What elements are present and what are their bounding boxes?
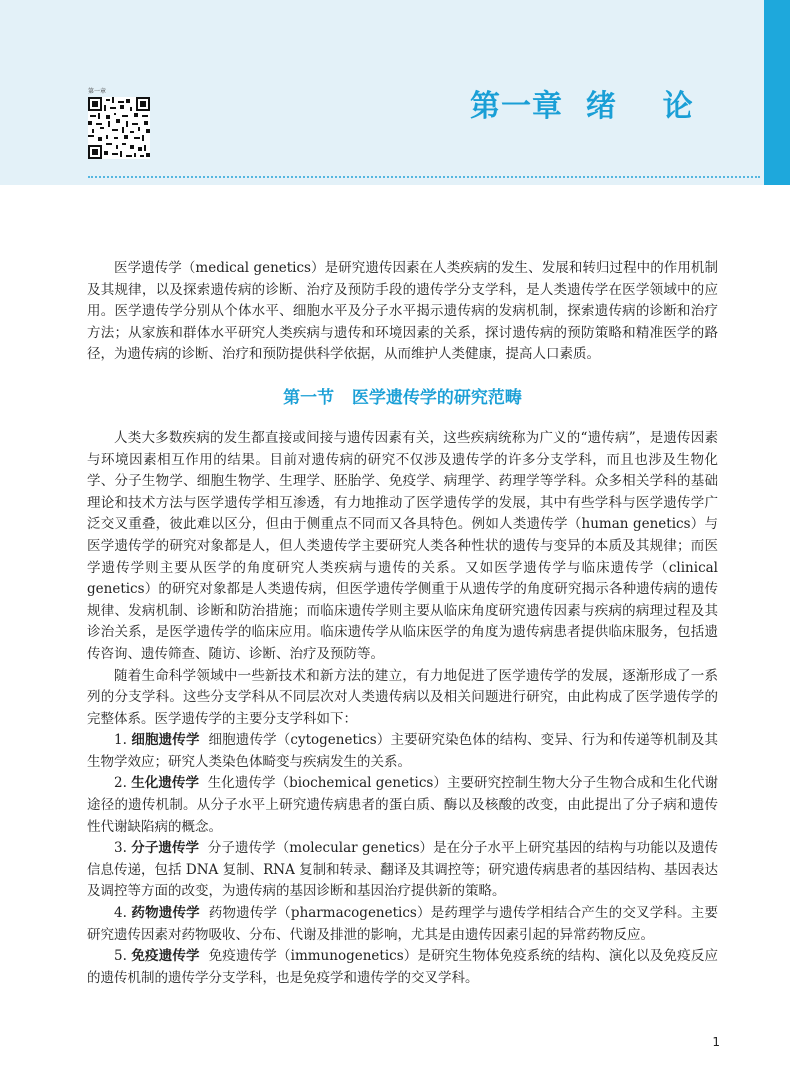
list-item-immunogenetics <box>87 946 718 989</box>
section-title: 第一节 医学遗传学的研究范畴 <box>283 387 522 408</box>
list-item-cytogenetics <box>87 730 718 773</box>
item-term: 生化遗传学 <box>131 775 200 792</box>
item-term: 分子遗传学 <box>131 840 200 857</box>
page-number: 1 <box>712 1035 720 1049</box>
item-number: 5. <box>114 948 127 965</box>
subdisciplines-intro-paragraph: 随着生命科学领域中一些新技术和新方法的建立，有力地促进了医学遗传学的发展，逐渐形成了一系列的分支学科。这些分支学科从不同层次对人类遗传病以及相关问题进行研究，由此构成了医学遗传学的完整体系。医学遗传学的主要分支学科如下： <box>87 667 718 727</box>
intro-paragraph: 医学遗传学（medical genetics）是研究遗传因素在人类疾病的发生、发展和转归过程中的作用机制及其规律，以及探索遗传病的诊断、治疗及预防手段的遗传学分支学科，是人类遗传学在医学领域中的应用。医学遗传学分别从个体水平、细胞水平及分子水平揭示遗传病的发病机制，探索遗传病的诊断和治疗方法；从家族和群体水平研究人类疾病与遗传和环境因素的关系，探讨遗传病的预防策略和精准医学的路径，为遗传病的诊断、治疗和预防提供科学依据，从而维护人类健康，提高人口素质。 <box>87 260 718 363</box>
chapter-tab-bar <box>764 0 790 185</box>
item-text: 免疫遗传学（immunogenetics）是研究生物体免疫系统的结构、演化以及免疫反应的遗传机制的遗传学分支学科，也是免疫学和遗传学的交叉学科。 <box>87 948 718 986</box>
list-item-biochemical-genetics <box>87 773 718 838</box>
chapter-title: 第一章 绪 论 <box>470 89 694 124</box>
item-term: 免疫遗传学 <box>131 948 200 965</box>
item-text: 分子遗传学（molecular genetics）是在分子水平上研究基因的结构与功能以及遗传信息传递，包括 DNA 复制、RNA 复制和转录、翻译及其调控等；研究遗传病患者的基因结构、基因表达及调控等方面的改变，为遗传病的基因诊断和基因治疗提供新的策略。 <box>87 840 719 900</box>
list-item-molecular-genetics <box>87 838 718 903</box>
qr-code-block <box>88 88 152 158</box>
item-number: 3. <box>114 840 127 857</box>
main-text <box>87 258 718 989</box>
item-term: 细胞遗传学 <box>131 732 200 749</box>
item-number: 2. <box>114 775 127 792</box>
item-number: 4. <box>114 905 127 922</box>
item-text: 药物遗传学（pharmacogenetics）是药理学与遗传学相结合产生的交叉学科。主要研究遗传因素对药物吸收、分布、代谢及排泄的影响，尤其是由遗传因素引起的异常药物反应。 <box>87 905 718 943</box>
list-item-pharmacogenetics <box>87 903 718 946</box>
item-number: 1. <box>114 732 127 749</box>
qr-code-icon <box>88 97 150 159</box>
header-dotted-divider <box>88 176 760 178</box>
item-text: 细胞遗传学（cytogenetics）主要研究染色体的结构、变异、行为和传递等机制及其生物学效应；研究人类染色体畸变与疾病发生的关系。 <box>87 732 718 770</box>
item-text: 生化遗传学（biochemical genetics）主要研究控制生物大分子生物合成和生化代谢途径的遗传机制。从分子水平上研究遗传病患者的蛋白质、酶以及核酸的改变，由此提出了分子病和遗传性代谢缺陷病的概念。 <box>87 775 719 835</box>
qr-label: 第一章 <box>88 88 107 95</box>
item-term: 药物遗传学 <box>131 905 200 922</box>
scope-paragraph: 人类大多数疾病的发生都直接或间接与遗传因素有关，这些疾病统称为广义的“遗传病”，是遗传因素与环境因素相互作用的结果。目前对遗传病的研究不仅涉及遗传学的许多分支学科，而且也涉及生物化学、分子生物学、细胞生物学、生理学、胚胎学、免疫学、病理学、药理学等学科。众多相关学科的基础理论和技术方法与医学遗传学相互渗透，有力地推动了医学遗传学的发展，其中有些学科与医学遗传学广泛交叉重叠，彼此难以区分，但由于侧重点不同而又各具特色。例如人类遗传学（human genetics）与医学遗传学的研究对象都是人，但人类遗传学主要研究人类各种性状的遗传与变异的本质及其规律；而医学遗传学则主要从医学的角度研究人类疾病与遗传的关系。又如医学遗传学与临床遗传学（clinical genetics）的研究对象都是人类遗传病，但医学遗传学侧重于从遗传学的角度研究揭示各种遗传病的遗传规律、发病机制、诊断和防治措施；而临床遗传学则主要从临床角度研究遗传因素与疾病的病理过程及其诊治关系，是医学遗传学的临床应用。临床遗传学从临床医学的角度为遗传病患者提供临床服务，包括遗传咨询、遗传筛查、随访、诊断、治疗及预防等。 <box>87 429 718 662</box>
